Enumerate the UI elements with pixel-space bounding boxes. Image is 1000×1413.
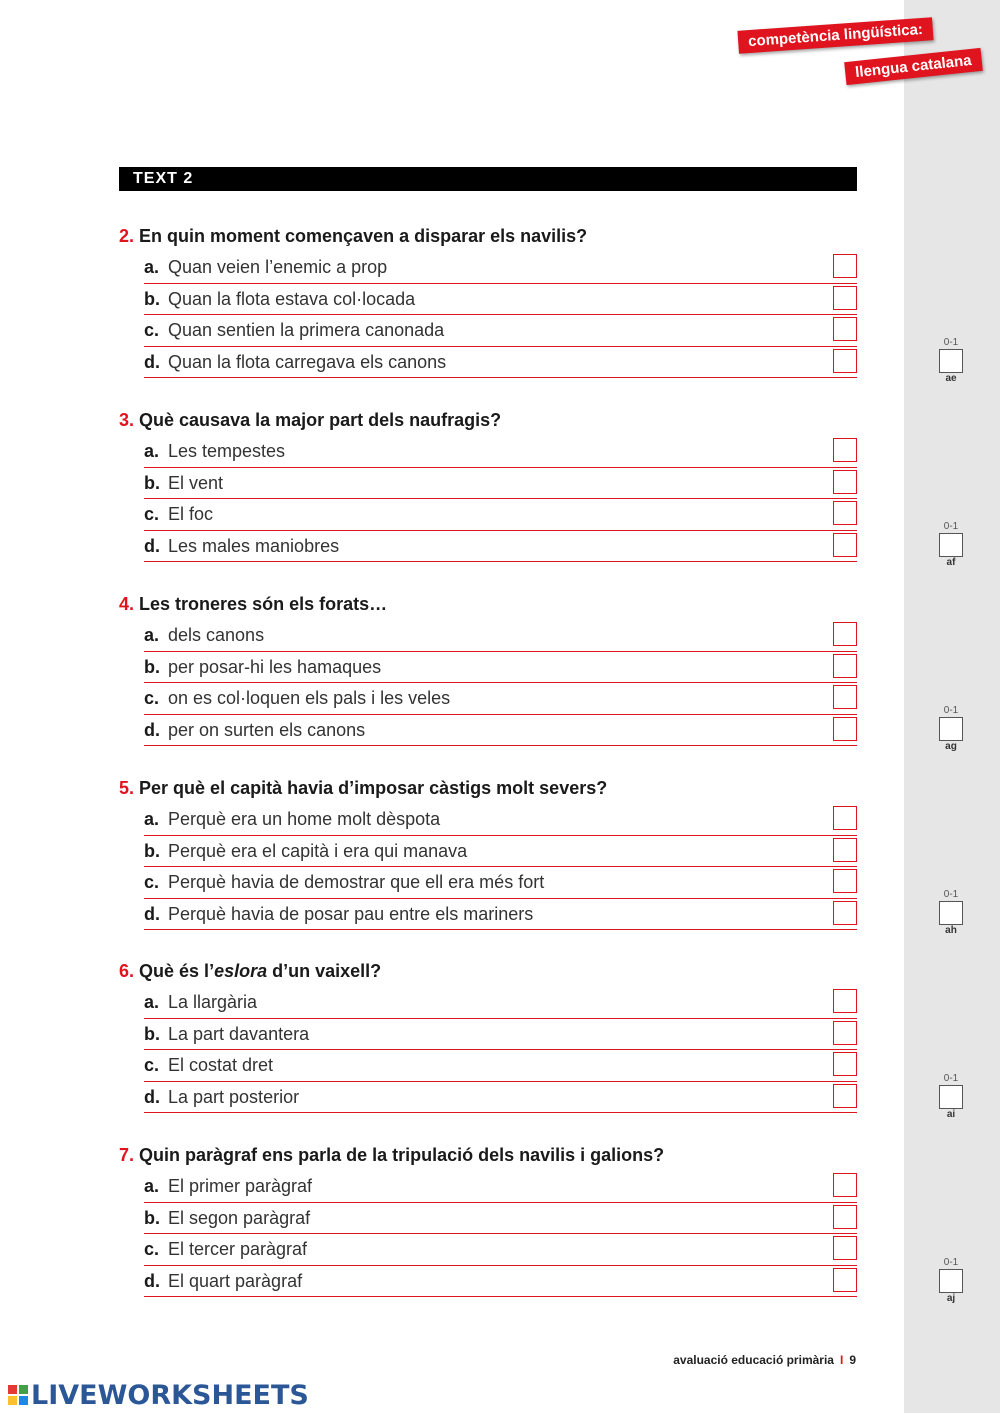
option-letter: b. [144, 1207, 160, 1228]
question-4 [119, 588, 857, 746]
option-letter: c. [144, 872, 160, 892]
question-title [119, 772, 857, 804]
option-row [144, 620, 857, 652]
answer-checkbox[interactable] [833, 989, 857, 1013]
option-text: per on surten els canons [168, 719, 366, 740]
answer-checkbox[interactable] [833, 1236, 857, 1260]
score-input[interactable] [939, 1269, 963, 1293]
question-number: 5. [119, 778, 135, 798]
logo-square-blue [19, 1396, 28, 1405]
option-text: dels canons [168, 625, 265, 645]
option-text: El quart paràgraf [168, 1270, 303, 1291]
answer-checkbox[interactable] [833, 1205, 857, 1229]
option-letter: d. [144, 1270, 160, 1291]
option-letter: d. [144, 535, 160, 556]
score-box-q3 [938, 521, 964, 569]
option-row [144, 1203, 857, 1235]
option-text: on es col·loquen els pals i les veles [168, 688, 451, 708]
option-row [144, 987, 857, 1019]
score-code: ai [946, 1109, 956, 1120]
answer-checkbox[interactable] [833, 838, 857, 862]
option-letter: c. [144, 504, 160, 524]
answer-checkbox[interactable] [833, 286, 857, 310]
score-box-q7 [938, 1257, 964, 1305]
option-text: La part posterior [168, 1086, 300, 1107]
score-box-q6 [938, 1073, 964, 1121]
question-title [119, 955, 857, 987]
option-letter: c. [144, 1239, 160, 1259]
answer-checkbox[interactable] [833, 654, 857, 678]
question-text: Què causava la major part dels naufragis? [139, 410, 502, 430]
option-text: Perquè havia de demostrar que ell era més fort [168, 872, 545, 892]
option-letter: b. [144, 656, 160, 677]
option-row [144, 315, 857, 347]
option-letter: c. [144, 688, 160, 708]
page-footer [673, 1353, 856, 1367]
question-number: 4. [119, 594, 135, 614]
question-title [119, 588, 857, 620]
option-text: El segon paràgraf [168, 1207, 311, 1228]
option-text: El vent [168, 472, 224, 493]
option-text: El primer paràgraf [168, 1176, 313, 1196]
liveworksheets-logo-icon [8, 1385, 28, 1405]
score-input[interactable] [939, 901, 963, 925]
option-text: Perquè havia de posar pau entre els mariners [168, 903, 534, 924]
answer-checkbox[interactable] [833, 685, 857, 709]
option-letter: a. [144, 257, 160, 277]
page-number: 9 [849, 1353, 856, 1367]
answer-checkbox[interactable] [833, 254, 857, 278]
option-row [144, 284, 857, 316]
option-letter: b. [144, 840, 160, 861]
option-row [144, 531, 857, 563]
question-6 [119, 955, 857, 1113]
question-number: 2. [119, 226, 135, 246]
question-text: En quin moment començaven a disparar els navilis? [139, 226, 588, 246]
question-title [119, 220, 857, 252]
logo-text: LIVEWORKSHEETS [31, 1379, 309, 1411]
option-text: Quan la flota estava col·locada [168, 288, 416, 309]
score-range: 0-1 [943, 705, 959, 716]
answer-checkbox[interactable] [833, 1268, 857, 1292]
option-row [144, 436, 857, 468]
score-box-q4 [938, 705, 964, 753]
question-text-italic: eslora [214, 961, 268, 981]
option-row [144, 1050, 857, 1082]
question-title [119, 404, 857, 436]
score-code: ae [945, 373, 957, 384]
option-text: Quan sentien la primera canonada [168, 320, 445, 340]
answer-checkbox[interactable] [833, 501, 857, 525]
score-range: 0-1 [943, 1073, 959, 1084]
answer-checkbox[interactable] [833, 317, 857, 341]
option-row [144, 1266, 857, 1298]
question-number: 3. [119, 410, 135, 430]
question-number: 6. [119, 961, 135, 981]
option-text: Quan la flota carregava els canons [168, 351, 447, 372]
option-row [144, 683, 857, 715]
option-letter: a. [144, 625, 160, 645]
option-row [144, 1234, 857, 1266]
option-row [144, 1082, 857, 1114]
score-input[interactable] [939, 1085, 963, 1109]
logo-square-green [19, 1385, 28, 1394]
score-code: ah [945, 925, 957, 936]
answer-checkbox[interactable] [833, 533, 857, 557]
liveworksheets-logo[interactable] [8, 1381, 309, 1409]
option-row [144, 804, 857, 836]
option-text: El foc [168, 504, 214, 524]
option-text: Perquè era un home molt dèspota [168, 809, 441, 829]
question-title [119, 1139, 857, 1171]
answer-checkbox[interactable] [833, 1173, 857, 1197]
answer-checkbox[interactable] [833, 806, 857, 830]
answer-checkbox[interactable] [833, 869, 857, 893]
option-row [144, 1019, 857, 1051]
option-text: per posar-hi les hamaques [168, 656, 382, 677]
option-letter: d. [144, 351, 160, 372]
option-letter: b. [144, 288, 160, 309]
section-title: TEXT 2 [119, 167, 857, 191]
answer-checkbox[interactable] [833, 470, 857, 494]
answer-checkbox[interactable] [833, 1021, 857, 1045]
option-letter: d. [144, 1086, 160, 1107]
option-text: Quan veien l’enemic a prop [168, 257, 388, 277]
option-row [144, 468, 857, 500]
answer-checkbox[interactable] [833, 901, 857, 925]
question-text: Per què el capità havia d’imposar càstigs molt severs? [139, 778, 608, 798]
logo-square-yellow [8, 1396, 17, 1405]
logo-square-red [8, 1385, 17, 1394]
option-letter: d. [144, 719, 160, 740]
score-input[interactable] [939, 349, 963, 373]
option-row [144, 867, 857, 899]
option-letter: c. [144, 1055, 160, 1075]
question-text-after: d’un vaixell? [267, 961, 382, 981]
score-code: ag [945, 741, 957, 752]
question-2 [119, 220, 857, 378]
option-letter: a. [144, 1176, 160, 1196]
option-text: La llargària [168, 992, 258, 1012]
option-text: Perquè era el capità i era qui manava [168, 840, 468, 861]
answer-checkbox[interactable] [833, 1084, 857, 1108]
question-text: Quin paràgraf ens parla de la tripulació dels navilis i galions? [139, 1145, 665, 1165]
question-5 [119, 772, 857, 930]
option-row [144, 347, 857, 379]
answer-checkbox[interactable] [833, 717, 857, 741]
score-code: af [946, 557, 956, 568]
answer-checkbox[interactable] [833, 1052, 857, 1076]
option-row [144, 715, 857, 747]
question-text: Les troneres són els forats… [139, 594, 388, 614]
option-letter: a. [144, 992, 160, 1012]
option-letter: b. [144, 472, 160, 493]
option-row [144, 252, 857, 284]
answer-checkbox[interactable] [833, 622, 857, 646]
subject-tag-line1: competència lingüística: [737, 17, 933, 54]
option-letter: a. [144, 441, 160, 461]
score-range: 0-1 [943, 889, 959, 900]
score-box-q2 [938, 337, 964, 385]
question-number: 7. [119, 1145, 135, 1165]
option-row [144, 1171, 857, 1203]
option-text: El tercer paràgraf [168, 1239, 308, 1259]
option-row [144, 652, 857, 684]
score-range: 0-1 [943, 1257, 959, 1268]
answer-checkbox[interactable] [833, 349, 857, 373]
footer-label: avaluació educació primària [673, 1353, 834, 1367]
score-range: 0-1 [943, 337, 959, 348]
score-code: aj [946, 1293, 956, 1304]
option-letter: b. [144, 1023, 160, 1044]
score-range: 0-1 [943, 521, 959, 532]
option-row [144, 836, 857, 868]
question-7 [119, 1139, 857, 1297]
score-input[interactable] [939, 533, 963, 557]
option-row [144, 899, 857, 931]
option-text: El costat dret [168, 1055, 274, 1075]
answer-checkbox[interactable] [833, 438, 857, 462]
option-letter: c. [144, 320, 160, 340]
option-text: La part davantera [168, 1023, 310, 1044]
score-input[interactable] [939, 717, 963, 741]
option-letter: a. [144, 809, 160, 829]
option-text: Les males maniobres [168, 535, 340, 556]
option-row [144, 499, 857, 531]
question-text-before: Què és l’ [139, 961, 215, 981]
option-letter: d. [144, 903, 160, 924]
score-box-q5 [938, 889, 964, 937]
subject-tag-line2: llengua catalana [844, 48, 982, 85]
question-3 [119, 404, 857, 562]
option-text: Les tempestes [168, 441, 286, 461]
footer-separator: I [839, 1353, 844, 1367]
